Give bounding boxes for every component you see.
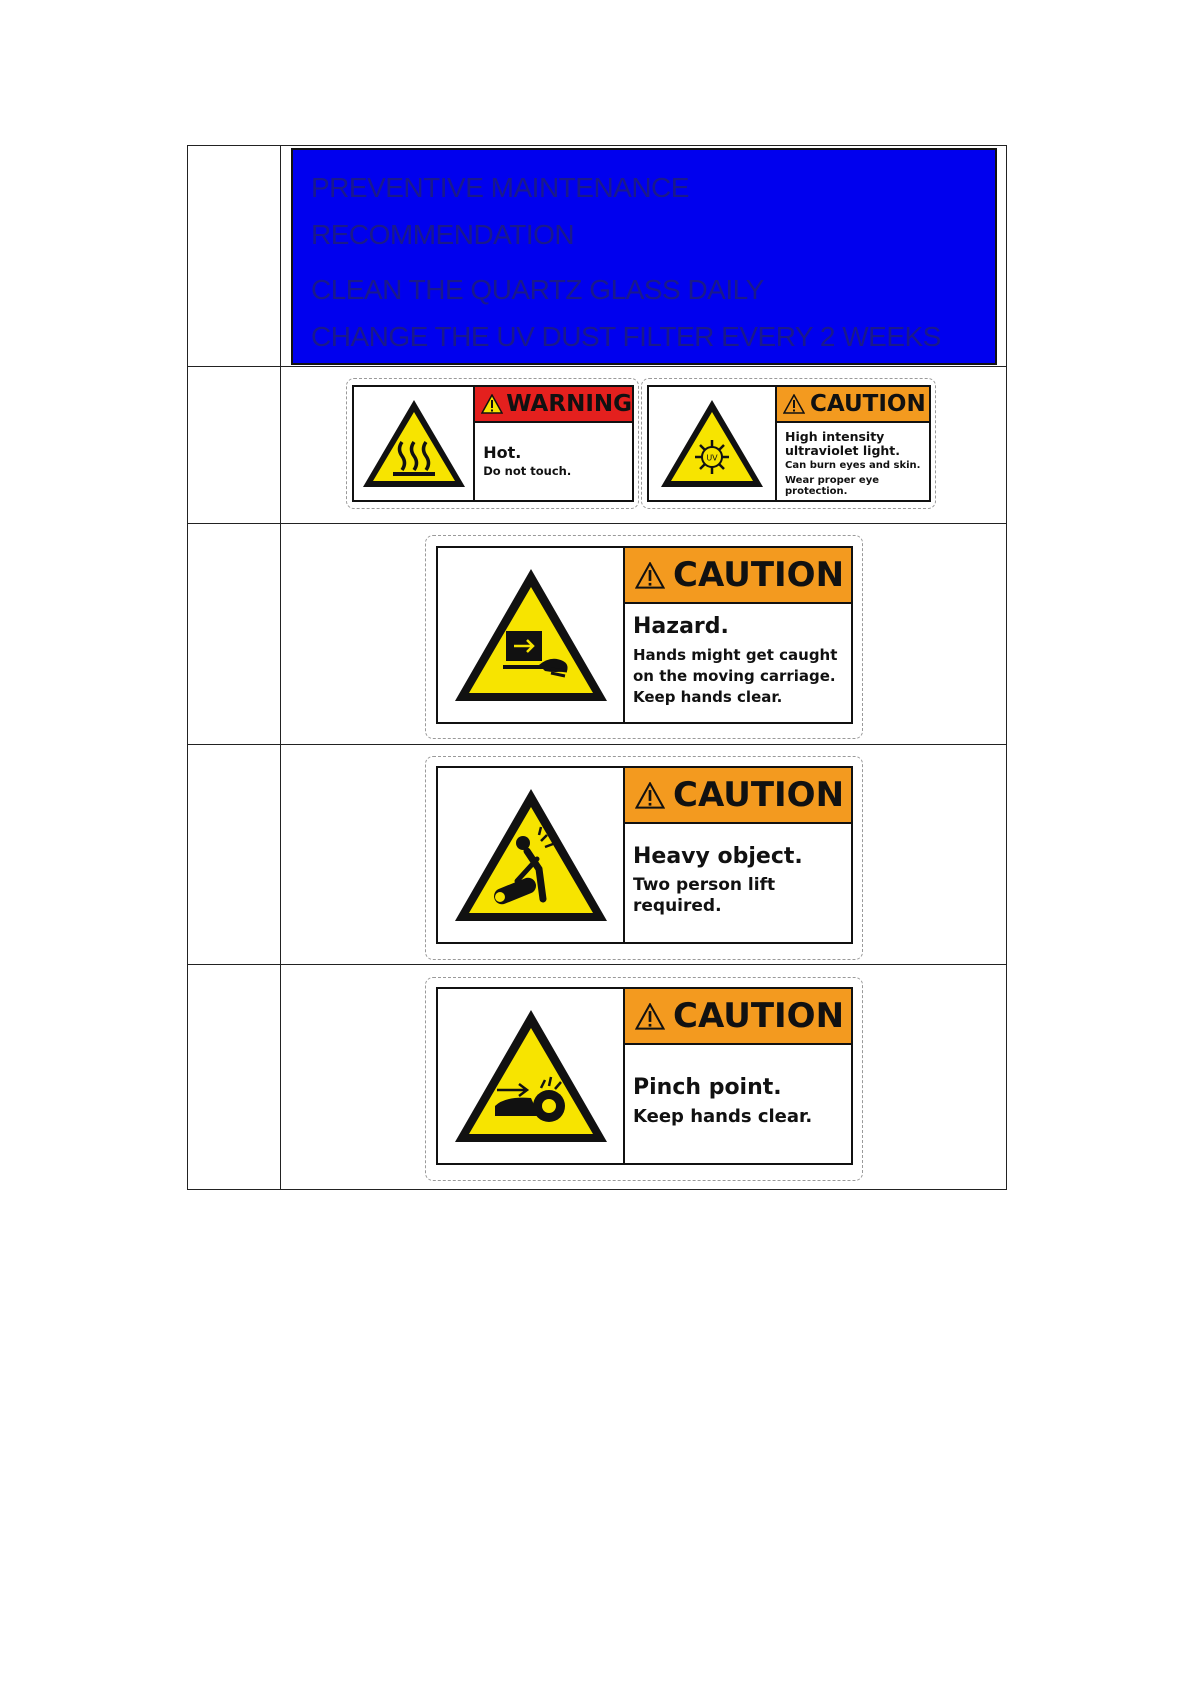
alert-triangle-icon <box>481 394 503 414</box>
row-divider <box>188 964 1006 965</box>
banner-line-1: PREVENTIVE MAINTENANCE <box>311 172 689 203</box>
warning-hot-label <box>352 385 634 502</box>
caution-pinch-label <box>436 987 853 1165</box>
banner-line-2: RECOMMENDATION <box>311 219 575 250</box>
row-divider <box>188 366 1006 367</box>
pinch-title: Pinch point. <box>633 1075 782 1100</box>
hot-title: Hot. <box>483 443 522 462</box>
alert-triangle-icon <box>783 394 805 414</box>
caution-uv-label <box>647 385 931 502</box>
caution-header-text: CAUTION <box>673 555 845 595</box>
carriage-line-1: Hands might get caught <box>633 646 838 664</box>
uv-radiation-icon <box>649 387 777 500</box>
heavy-line-1: Two person lift <box>633 875 776 895</box>
carriage-line-3: Keep hands clear. <box>633 688 783 706</box>
uv-line-4: Wear proper eye <box>785 474 880 486</box>
alert-triangle-icon <box>635 782 665 809</box>
hot-line-1: Do not touch. <box>483 464 572 478</box>
warning-header-text: WARNING <box>506 391 632 417</box>
carriage-title: Hazard. <box>633 614 729 639</box>
banner-line-4: CHANGE THE UV DUST FILTER EVERY 2 WEEKS <box>311 321 941 352</box>
alert-triangle-icon <box>635 1003 665 1030</box>
maintenance-banner <box>291 148 997 365</box>
pinch-line-1: Keep hands clear. <box>633 1106 813 1127</box>
caution-header-text: CAUTION <box>810 391 926 417</box>
caution-heavy-label <box>436 766 853 944</box>
hand-crush-icon <box>438 548 625 722</box>
caution-header-text: CAUTION <box>673 775 845 815</box>
carriage-line-2: on the moving carriage. <box>633 667 836 685</box>
heavy-title: Heavy object. <box>633 844 803 869</box>
pinch-point-icon <box>438 989 625 1163</box>
caution-carriage-label <box>436 546 853 724</box>
hot-surface-icon <box>354 387 475 500</box>
uv-icon-text: UV <box>706 453 718 463</box>
uv-line-1: High intensity <box>785 429 885 444</box>
uv-line-2: ultraviolet light. <box>785 442 901 458</box>
uv-line-3: Can burn eyes and skin. <box>785 459 921 471</box>
column-divider <box>280 146 281 1189</box>
heavy-line-2: required. <box>633 896 722 916</box>
banner-line-3: CLEAN THE QUARTZ GLASS DAILY <box>311 274 764 305</box>
alert-triangle-icon <box>635 562 665 589</box>
uv-line-5: protection. <box>785 485 848 497</box>
row-divider <box>188 523 1006 524</box>
heavy-lift-icon <box>438 768 625 942</box>
row-divider <box>188 744 1006 745</box>
caution-header-text: CAUTION <box>673 996 845 1036</box>
